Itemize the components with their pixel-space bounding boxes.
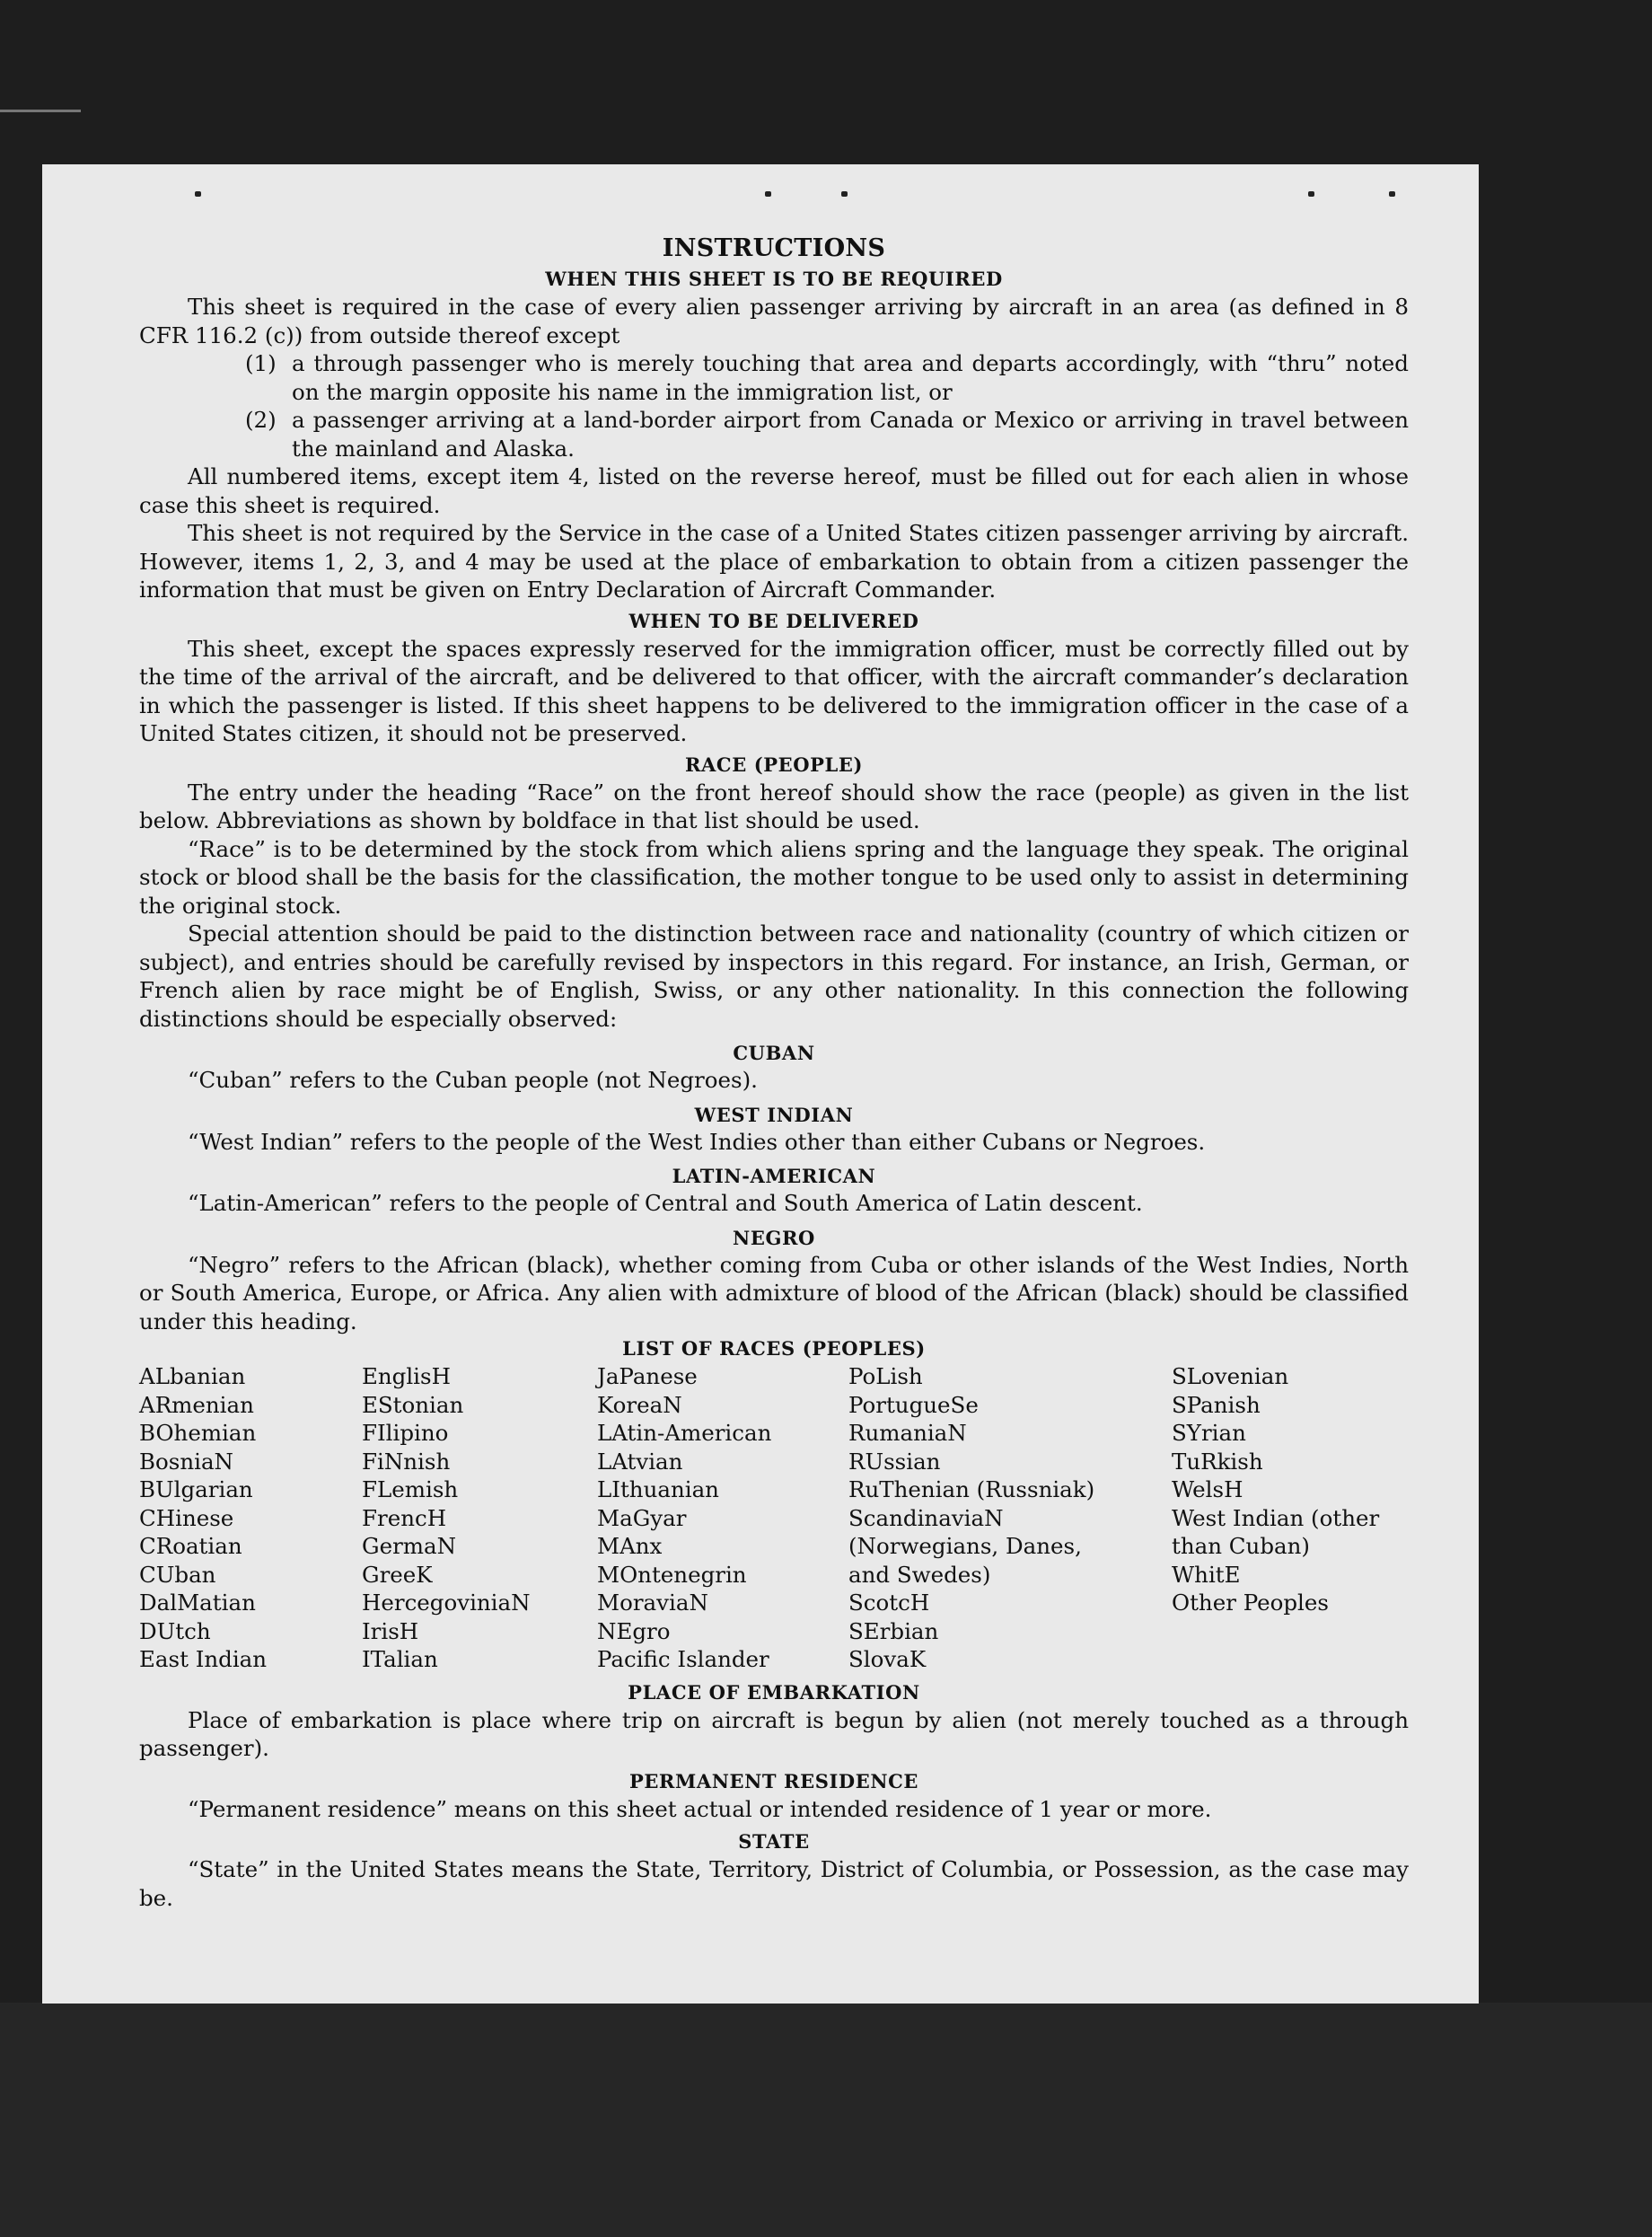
race-item: HercegoviniaN [362,1590,531,1616]
race-item: FrencH [362,1504,447,1531]
race-item: Pacific Islander [597,1646,769,1672]
race-item: East Indian [139,1646,268,1672]
race-item: WhitE [1172,1561,1241,1588]
race-item: BosniaN [139,1448,233,1475]
race-item: RuThenian (Russniak) [848,1476,1095,1502]
race-item: FiNnish [362,1448,451,1475]
paragraph: This sheet is not required by the Service in the case of a United States citizen passenger arriving by aircraft. However, items 1, 2, 3, and 4 may be used at the place of embarkation to obtain from a citizen passenger the information that must be given on Entry Declaration of Aircraft Commander. [139,520,1409,603]
race-item: ALbanian [139,1363,246,1389]
race-item: PoLish [848,1363,923,1389]
definition-heading-negro: NEGRO [733,1226,815,1249]
definition-text: “Cuban” refers to the Cuban people (not Negroes). [188,1067,758,1093]
race-item: BUlgarian [139,1476,253,1502]
race-item: CRoatian [139,1533,242,1559]
exception-item: (2) a passenger arriving at a land-border airport from Canada or Mexico or arriving in travel between the mainland and Alaska. [245,407,1409,462]
definition-heading-latin-american: LATIN-AMERICAN [672,1165,876,1187]
section-heading-list-of-races: LIST OF RACES (PEOPLES) [622,1337,926,1360]
race-item: PortugueSe [848,1391,979,1418]
race-item: EnglisH [362,1363,451,1389]
race-item: NEgro [597,1617,671,1644]
race-item: IrisH [362,1617,419,1644]
race-item: ScandinaviaN (Norwegians, Danes, and Swedes) [848,1504,1082,1588]
race-item: KoreaN [597,1391,682,1418]
exception-item: (1) a through passenger who is merely touching that area and departs accordingly, with “thru” noted on the margin opposite his name in the immigration list, or [245,350,1409,405]
race-item: MaGyar [597,1504,687,1531]
scan-background [0,2003,1652,2237]
race-item: LAtin-American [597,1420,772,1446]
page-title: INSTRUCTIONS [662,234,886,262]
section-heading-state: STATE [738,1830,810,1853]
race-column [362,1362,597,1674]
paragraph: This sheet, except the spaces expressly reserved for the immigration officer, must be correctly filled out by the time of the arrival of the aircraft, and be delivered to that officer, with the aircraft commander’s declaration in which the passenger is listed. If this sheet happens to be delivered to the immigration officer in the case of a United States citizen, it should not be preserved. [139,635,1409,746]
race-item: SErbian [848,1617,939,1644]
race-column [597,1362,848,1674]
race-item: RumaniaN [848,1420,967,1446]
section-heading-when-required: WHEN THIS SHEET IS TO BE REQUIRED [545,268,1003,290]
race-item: SYrian [1172,1420,1246,1446]
race-item: ARmenian [139,1391,254,1418]
race-item: GreeK [362,1561,433,1588]
race-list [139,1362,1409,1674]
definition-text: “Negro” refers to the African (black), whether coming from Cuba or other islands of the West Indies, North or South America, Europe, or Africa. Any alien with admixture of blood of the African (black) should be classified under this heading. [139,1251,1409,1334]
race-item: MOntenegrin [597,1561,747,1588]
paragraph: Place of embarkation is place where trip on aircraft is begun by alien (not merely touched as a through passenger). [139,1706,1409,1761]
paragraph: The entry under the heading “Race” on the front hereof should show the race (people) as given in the list below. Abbreviations as shown by boldface in that list should be used. [139,779,1409,833]
section-heading-residence: PERMANENT RESIDENCE [628,1769,919,1792]
paragraph: Special attention should be paid to the distinction between race and nationality (country of which citizen or subject), and entries should be carefully revised by inspectors in this regard. For instance, an Irish, German, or French alien by race might be of English, Swiss, or any other nationality. In this connection the following distinctions should be especially observed: [139,920,1409,1032]
paragraph: This sheet is required in the case of every alien passenger arriving by aircraft in an area (as defined in 8 CFR 116.2 (c)) from outside thereof except [139,294,1409,348]
section-heading-race: RACE (PEOPLE) [684,753,864,776]
race-item: West Indian (other than Cuban) [1172,1504,1380,1559]
race-column [1172,1362,1407,1674]
document-page [42,164,1479,2004]
race-item: EStonian [362,1391,464,1418]
paragraph: “State” in the United States means the State, Territory, District of Columbia, or Possession, as the case may be. [139,1856,1409,1911]
race-item: TuRkish [1172,1448,1263,1475]
race-item: Other Peoples [1172,1590,1329,1616]
race-item: RUssian [848,1448,941,1475]
race-item: MoraviaN [597,1590,708,1616]
race-item: FIlipino [362,1420,449,1446]
race-item: BOhemian [139,1420,257,1446]
paragraph: “Race” is to be determined by the stock from which aliens spring and the language they speak. The original stock or blood shall be the basis for the classification, the mother tongue to be used only to assist in determining the original stock. [139,835,1409,919]
race-item: LAtvian [597,1448,683,1475]
section-heading-when-delivered: WHEN TO BE DELIVERED [628,609,919,632]
race-item: FLemish [362,1476,459,1502]
race-item: GermaN [362,1533,457,1559]
scan-edge-line [0,110,81,112]
definition-text: “Latin-American” refers to the people of Central and South America of Latin descent. [188,1190,1143,1216]
race-item: CHinese [139,1504,234,1531]
section-heading-embarkation: PLACE OF EMBARKATION [628,1680,920,1704]
race-item: ITalian [362,1646,438,1672]
race-item: WelsH [1172,1476,1243,1502]
race-item: SlovaK [848,1646,927,1672]
race-item: SLovenian [1172,1363,1289,1389]
race-item: JaPanese [597,1363,698,1389]
race-item: DalMatian [139,1590,256,1616]
race-item: LIthuanian [597,1476,719,1502]
punch-marks [42,191,1479,202]
race-item: MAnx [597,1533,663,1559]
paragraph: All numbered items, except item 4, listed on the reverse hereof, must be filled out for each alien in whose case this sheet is required. [139,463,1409,518]
paragraph: “Permanent residence” means on this sheet actual or intended residence of 1 year or more. [188,1795,1212,1822]
definition-heading-cuban: CUBAN [733,1042,815,1064]
race-column [139,1362,362,1674]
race-item: SPanish [1172,1391,1261,1418]
race-column [848,1362,1172,1674]
definition-heading-west-indian: WEST INDIAN [694,1103,854,1126]
race-item: DUtch [139,1617,211,1644]
race-item: CUban [139,1561,216,1588]
definition-text: “West Indian” refers to the people of the West Indies other than either Cubans or Negroes. [188,1128,1206,1155]
race-item: ScotcH [848,1590,930,1616]
